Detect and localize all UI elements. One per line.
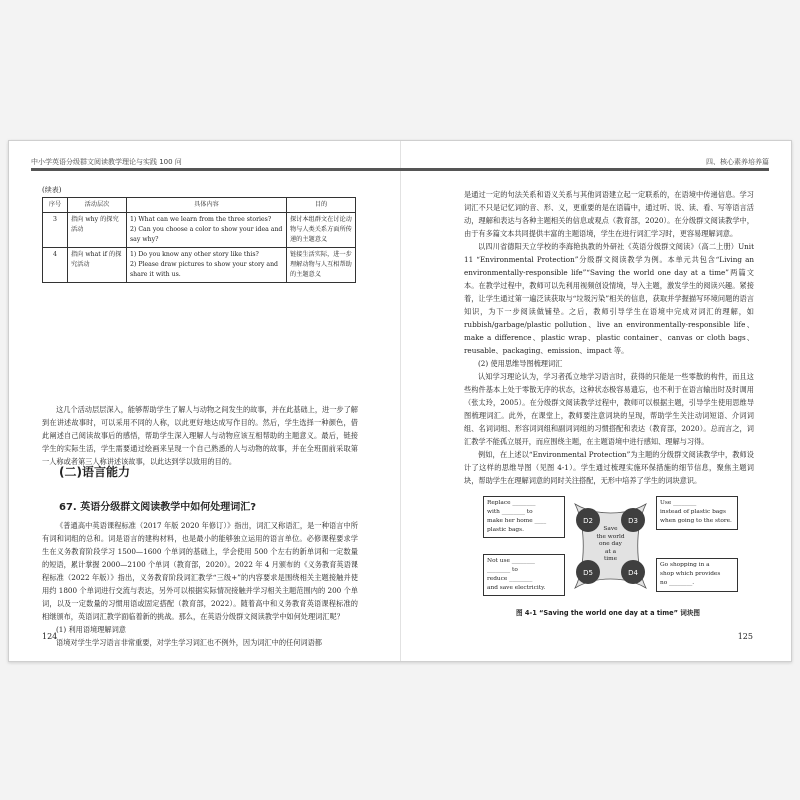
book-spread bbox=[8, 140, 792, 662]
left-page bbox=[9, 141, 400, 661]
left-para-block-1 bbox=[42, 403, 358, 468]
table-header-cell: 目的 bbox=[287, 198, 356, 213]
center-line: the world bbox=[596, 533, 625, 540]
body-paragraph: 例如，在上述以“Environmental Protection”为主题的分级群文阅读教学中，教师设计了这样的思维导图（见图 4-1）。学生通过梳理实施环保措施的细节信息，聚焦主题词块，帮助学生在理解词意的同时关注搭配，无形中培养了学生的词块意识。 bbox=[464, 450, 754, 485]
table-cell-activity: 指向 why 的探究活动 bbox=[68, 213, 127, 248]
node-label: D2 bbox=[583, 517, 593, 525]
body-paragraph: 认知学习理论认为，学习者孤立地学习语言时，获得的只能是一些零散的构件，而且这些构件基本上处于零散无序的状态，这种状态极容易遗忘，也不利于在语言输出时及时调用（张太玲，2005）。在分级群文阅读教学过程中，教师可以根据主题，引导学生使用思维导图梳理词汇。此外，在课堂上，教师要注意词块的呈现，帮助学生关注动词短语、介词词组、名词词组、形容词词组和副词词组的习惯搭配和表达（教育部，2020）。总而言之，词汇教学不能孤立展开，而应围绕主题，在主题语境中进行感知、理解与习得。 bbox=[464, 372, 754, 446]
subheading: (1) 利用语境理解词意 bbox=[56, 625, 126, 634]
activity-table bbox=[42, 197, 356, 283]
table-header-cell: 序号 bbox=[43, 198, 68, 213]
node-label: D5 bbox=[583, 569, 593, 577]
table-cell-activity: 指向 what if 的探究活动 bbox=[68, 248, 127, 283]
running-header-right: 四、核心素养培养篇 bbox=[706, 158, 769, 166]
diagram-box-bottom-left bbox=[483, 554, 565, 596]
page-number-left: 124 bbox=[42, 632, 58, 641]
header-rule-right bbox=[400, 168, 769, 171]
box-line: reduce ________ bbox=[487, 576, 533, 582]
box-line: and save electricity. bbox=[487, 585, 546, 591]
box-line: shop which provides bbox=[660, 571, 721, 577]
body-paragraph: 这几个活动层层深入，能够帮助学生了解人与动物之间发生的故事，并在此基础上，进一步了解到在讲述故事时，可以采用不同的人称，以此更好地达成写作目的。然后，学生选择一种颜色，借此阐述自己阅读故事后的感悟，帮助学生深入理解人与动物应该互相帮助的主题意义。最后，链接学生的实际生活，学生需要通过绘画来呈现一个自己熟悉的人与动物的故事，并在全班面前采取第一人称或者第三人称讲述该故事，以此达到学以致用的目的。 bbox=[42, 405, 358, 466]
word-chunk-diagram bbox=[483, 496, 738, 596]
box-line: with ________ to bbox=[487, 509, 533, 515]
running-header-left: 中小学英语分级群文阅读教学理论与实践 100 问 bbox=[31, 158, 182, 166]
box-line: instead of plastic bags bbox=[660, 509, 726, 515]
table-cell-goal: 探讨本组群文在讨论动物与人类关系方面所传递的主题意义 bbox=[287, 213, 356, 248]
box-line: Use ________ bbox=[660, 500, 697, 506]
right-page bbox=[400, 141, 791, 661]
box-line: when going to the store. bbox=[660, 518, 732, 524]
right-para-block bbox=[464, 188, 754, 487]
section-title: (二)语言能力 bbox=[59, 465, 130, 479]
center-line: at a bbox=[604, 548, 617, 555]
table-header-cell: 具体内容 bbox=[127, 198, 287, 213]
table-cell-goal: 链接生活实际，进一步理解动物与人互相帮助的主题意义 bbox=[287, 248, 356, 283]
table-row bbox=[43, 213, 356, 248]
box-line: make her home ____ bbox=[487, 518, 547, 524]
box-line: Replace ________ bbox=[487, 500, 536, 506]
table-cell-content bbox=[127, 213, 287, 248]
header-rule-left bbox=[31, 168, 400, 171]
content-line: 1) What can we learn from the three stories? bbox=[130, 216, 272, 223]
body-paragraph: 以四川省德阳天立学校的李海艳执教的外研社《英语分级群文阅读》（高二上册）Unit 11 “Environmental Protection”分级群文阅读教学为例。本单元共包含“Living an environmentally-responsible life”“Saving the world one day at a time”两篇文本。在教学过程中，教师可以先利用视频创设情境，导入主题，激发学生的阅读兴趣。紧接着，让学生通过第一遍泛读获取与“垃圾污染”相关的信息，获取并学握描写环境问题的语言知识，为下一步阅读做铺垫。之后，教师引导学生在语境中完成对词汇的理解，如 rubbish/garbage/plastic pollution、live an environmentally-responsible life、make a difference、plastic wrap、plastic container、canvas or cloth bags、reusable、packaging、emission、impact 等。 bbox=[464, 242, 754, 355]
table-header-cell: 活动层次 bbox=[68, 198, 127, 213]
center-text bbox=[593, 526, 628, 564]
diagram-box-top-left bbox=[483, 496, 565, 538]
content-line: 2) Can you choose a color to show your idea and say why? bbox=[130, 226, 283, 243]
box-line: plastic bags. bbox=[487, 527, 524, 533]
body-paragraph: 语境对学生学习语言非常重要，对学生学习词汇也不例外，因为词汇中的任何词语都 bbox=[56, 638, 322, 647]
body-paragraph: 是通过一定的句法关系和语义关系与其他词语建立起一定联系的，在语境中传递信息。学习词汇不只是记忆词的音、形、义，更重要的是在语篇中，通过听、说、读、看、写等语言活动，理解和表达与各种主题相关的信息或观点（教育部，2020）。在分级群文阅读教学中，由于有多篇文本共同提供丰富的主题语境，学生在进行词汇学习时，更容易理解词意。 bbox=[464, 190, 754, 238]
diagram-box-top-right bbox=[656, 496, 738, 530]
subheading: (2) 使用思维导图梳理词汇 bbox=[478, 359, 563, 368]
page-number-right: 125 bbox=[737, 632, 753, 641]
diagram-box-bottom-right bbox=[656, 558, 738, 592]
table-header-row bbox=[43, 198, 356, 213]
box-line: Go shopping in a bbox=[660, 562, 710, 568]
content-line: 1) Do you know any other story like this? bbox=[130, 251, 259, 258]
content-line: 2) Please draw pictures to show your story and share it with us. bbox=[130, 261, 279, 278]
table-cell-content bbox=[127, 248, 287, 283]
figure-caption: 图 4-1 “Saving the world one day at a time” 词块图 bbox=[515, 609, 701, 617]
center-line: one day bbox=[599, 541, 622, 547]
center-line: time bbox=[603, 556, 618, 562]
question-heading: 67. 英语分级群文阅读教学中如何处理词汇? bbox=[59, 502, 256, 513]
box-line: ________ to bbox=[487, 567, 518, 573]
center-line: Save bbox=[603, 526, 618, 532]
box-line: no ________. bbox=[660, 580, 695, 586]
table-continued-label: (续表) bbox=[42, 186, 62, 194]
left-para-block-2 bbox=[42, 519, 358, 649]
table-cell-index: 3 bbox=[43, 213, 68, 248]
box-line: Not use ________ bbox=[487, 558, 535, 564]
body-paragraph: 《普通高中英语课程标准（2017 年版 2020 年修订）》指出，词汇又称语汇，是一种语言中所有词和词组的总和。词是语言的建构材料，也是最小的能够独立运用的语言单位。必修课程要求学生在义务教育阶段学习 1500—1600 个单词的基础上，学会使用 500 个左右的新单词和一定数量的短语，累计掌握 2000—2100 个单词（教育部，2020）。2022 年 4 月颁布的《义务教育英语课程标准（2022 年版）》指出，义务教育阶段词汇教学“三级+”的内容要求是围绕相关主题接触并使用约 1800 个单词进行交流与表达，另外可以根据实际情况接触并学习相关主题范围内的 200 个单词，以及一定数量的习惯用语或固定搭配（教育部，2022）。随着高中和义务教育英语课程标准的相继颁布，英语词汇教学面临着新的挑战。那么，在英语分级群文阅读教学中如何处理词汇呢？ bbox=[42, 521, 358, 621]
node-label: D4 bbox=[628, 569, 638, 577]
table-row bbox=[43, 248, 356, 283]
node-label: D3 bbox=[628, 517, 638, 525]
table-cell-index: 4 bbox=[43, 248, 68, 283]
